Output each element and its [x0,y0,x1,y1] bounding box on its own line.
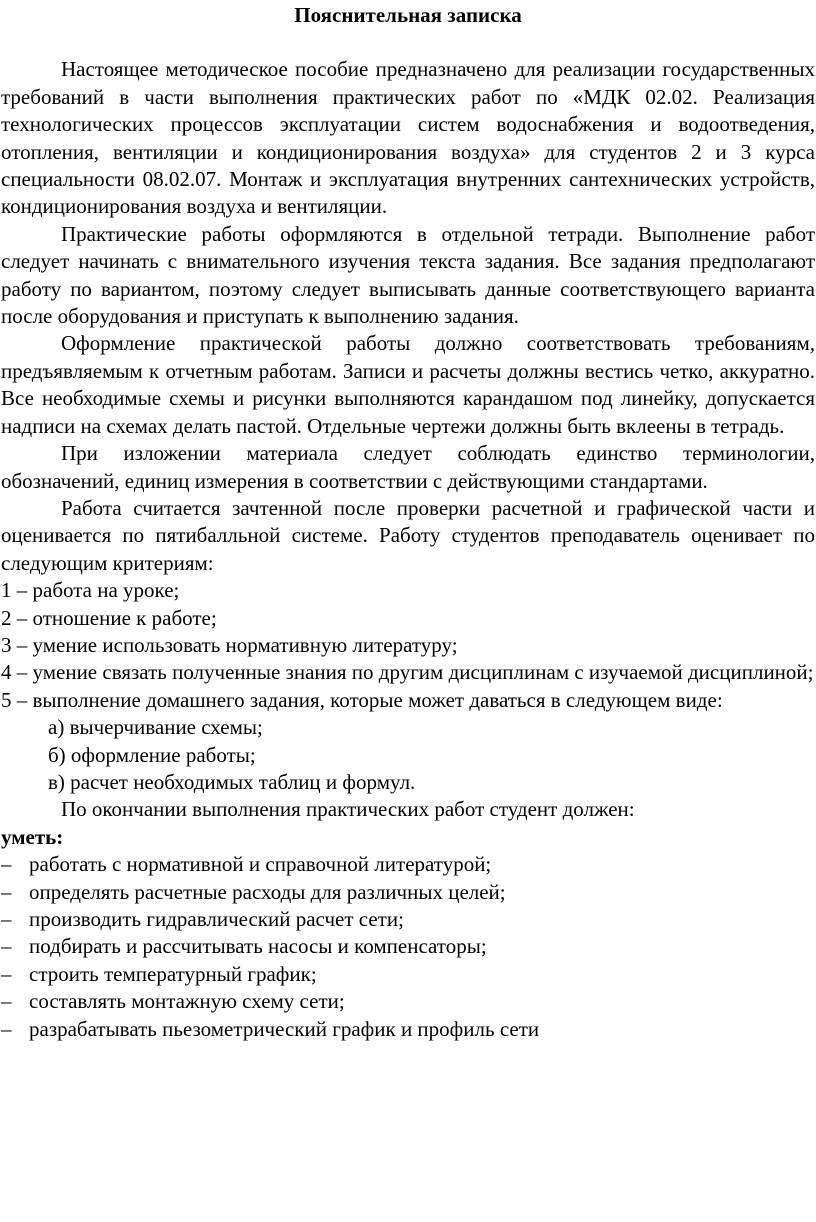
skill-text: определять расчетные расходы для различных целей; [29,879,506,904]
paragraph-grading: Работа считается зачтенной после проверки расчетной и графической части и оценивается по пятибалльной системе. Работу студентов преподаватель оценивает по следующим критериям: [1,495,815,575]
dash-mark: – [1,934,12,959]
criteria-item: 2 – отношение к работе; [1,605,217,630]
skill-item [1,1016,815,1043]
criteria-item: 3 – умение использовать нормативную литературу; [1,632,458,657]
paragraph-terminology: При изложении материала следует соблюдать единство терминологии, обозначений, единиц измерения в соответствии с действующими стандартами. [1,441,815,493]
criteria-item: 4 – умение связать полученные знания по другим дисциплинам с изучаемой дисциплиной; [1,660,814,685]
skill-item [1,988,815,1015]
skills-heading: уметь: [1,824,64,849]
skill-text: составлять монтажную схему сети; [29,989,345,1014]
dash-mark: – [1,1016,12,1041]
document-title: Пояснительная записка [294,3,522,27]
dash-mark: – [1,907,12,931]
paragraph-closing: По окончании выполнения практических работ студент должен: [61,797,635,822]
skill-text: подбирать и рассчитывать насосы и компенсаторы; [29,934,487,959]
dash-mark: – [1,989,12,1014]
skill-item [1,933,815,960]
homework-subitem: в) расчет необходимых таблиц и формул. [48,769,416,794]
dash-mark: – [1,879,12,904]
skill-text: разрабатывать пьезометрический график и профиль сети [29,1016,540,1041]
skill-item [1,851,815,878]
skill-item [1,961,815,988]
criteria-item: 1 – работа на уроке; [1,578,180,603]
dash-mark: – [1,961,12,986]
skill-item [1,879,815,906]
paragraph-formatting: Оформление практической работы должно соответствовать требованиям, предъявляемым к отчетным работам. Записи и расчеты должны вестись четко, аккуратно. Все необходимые схемы и рисунки выполняются карандашом под линейку, допускается надписи на схемах делать пастой. Отдельные чертежи должны быть вклеены в тетрадь. [1,331,815,438]
paragraph-workbook: Практические работы оформляются в отдельной тетради. Выполнение работ следует начинать с внимательного изучения текста задания. Все задания предполагают работу по вариантом, поэтому следует выписывать данные соответствующего варианта после оборудования и приступать к выполнению задания. [1,221,815,329]
paragraph-purpose: Настоящее методическое пособие предназначено для реализации государственных требований в части выполнения практических работ по «МДК 02.02. Реализация технологических процессов эксплуатации систем водоснабжения и водоотведения, отопления, вентиляции и кондиционирования воздуха» для студентов 2 и 3 курса специальности 08.02.07. Монтаж и эксплуатация внутренних сантехнических устройств, кондиционирования воздуха и вентиляции. [1,57,815,219]
homework-subitem: б) оформление работы; [48,742,256,767]
criteria-item: 5 – выполнение домашнего задания, которые может даваться в следующем виде: [1,687,723,712]
skill-text: строить температурный график; [29,961,317,986]
skill-text: производить гидравлический расчет сети; [29,907,404,931]
homework-subitem: а) вычерчивание схемы; [48,715,263,740]
skill-text: работать с нормативной и справочной литературой; [29,852,492,877]
skill-item [1,906,815,933]
dash-mark: – [1,852,12,877]
